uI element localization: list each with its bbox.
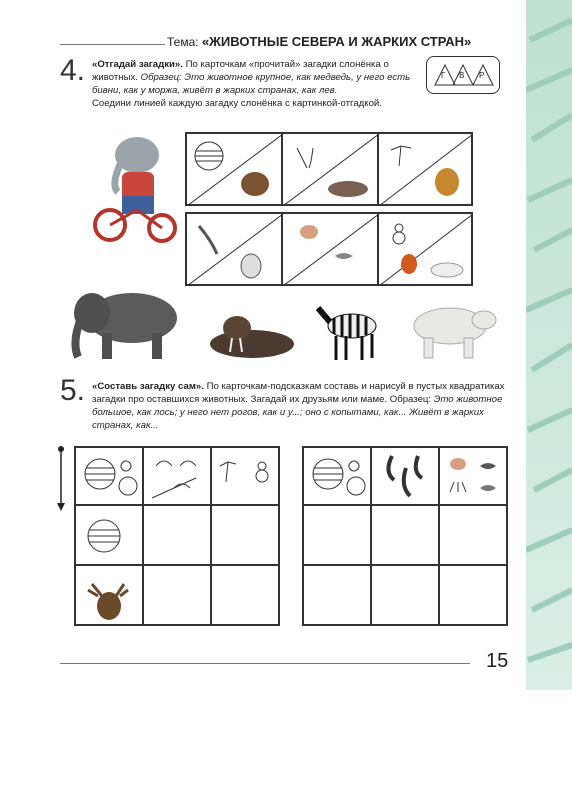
riddle-card <box>282 213 378 285</box>
hint-cards <box>426 56 500 94</box>
riddle-card <box>378 213 472 285</box>
walrus-icon <box>202 308 297 363</box>
arrow-down-icon <box>56 445 66 515</box>
page-number: 15 <box>486 650 509 672</box>
task4-text1: По карточкам «прочитай» загадки слонёнка о животных. <box>92 59 389 83</box>
grid-cell[interactable] <box>439 505 507 565</box>
task4-text2: Соедини линией каждую загадку слонёнка с картинкой-отгадкой. <box>92 98 382 109</box>
task5-italic: Это животное большое, как лось; у него нет рогов, как и у...; оно с копытами, как... Живёт в жарких странах, как... <box>92 394 503 431</box>
grid-cell[interactable] <box>371 447 439 505</box>
grid-cell[interactable] <box>75 565 143 625</box>
grid-cell[interactable] <box>143 565 211 625</box>
grid-cell[interactable] <box>143 505 211 565</box>
polar-bear-icon <box>402 298 498 362</box>
grid-cell[interactable] <box>211 565 279 625</box>
header-title: «ЖИВОТНЫЕ СЕВЕРА И ЖАРКИХ СТРАН» <box>201 34 472 49</box>
task5-number: 5. <box>60 374 86 407</box>
task5-bold: «Составь загадку сам». <box>92 381 204 392</box>
grid-cell[interactable] <box>303 565 371 625</box>
grid-cell[interactable] <box>143 447 211 505</box>
card-label: В <box>459 71 465 80</box>
riddle-grid-1 <box>185 132 473 206</box>
task4-bold: «Отгадай загадки». <box>92 59 183 70</box>
moose-icon <box>76 566 144 626</box>
grid-cell[interactable] <box>211 505 279 565</box>
grid-cell[interactable] <box>75 505 143 565</box>
riddle-card <box>378 133 472 205</box>
riddle-table-left <box>74 446 280 626</box>
grid-cell[interactable] <box>211 447 279 505</box>
riddle-card <box>282 133 378 205</box>
grid-cell[interactable] <box>371 505 439 565</box>
footer-rule <box>60 663 470 664</box>
grid-cell[interactable] <box>303 447 371 505</box>
zebra-icon <box>310 300 388 364</box>
header-prefix: Тема: <box>167 35 199 49</box>
elephant-on-bicycle-icon <box>92 130 182 245</box>
grid-cell[interactable] <box>303 505 371 565</box>
grid-cell[interactable] <box>439 447 507 505</box>
riddle-grid-2 <box>185 212 473 286</box>
task5-text <box>92 380 507 432</box>
grid-cell[interactable] <box>371 565 439 625</box>
decorative-stripe <box>526 0 572 690</box>
grid-cell[interactable] <box>439 565 507 625</box>
card-label: Р <box>479 71 485 80</box>
task4-number: 4. <box>60 54 86 87</box>
task5-text1: По карточкам-подсказкам составь и нарисуй в пустых квадратиках загадки про оставшихся животных. Загадай их друзьям или маме. Образец: <box>92 381 505 405</box>
card-label: Г <box>441 71 446 80</box>
riddle-card <box>186 133 282 205</box>
header-rule <box>60 44 165 45</box>
riddle-table-right <box>302 446 508 626</box>
page-header <box>167 34 471 49</box>
riddle-card <box>186 213 282 285</box>
task4-text <box>92 58 422 97</box>
task4-italic: Образец: Это животное крупное, как медведь, у него есть бивни, как у моржа, живёт в жарких странах, как лев. <box>92 72 411 96</box>
elephant-icon <box>62 283 184 363</box>
grid-cell[interactable] <box>75 447 143 505</box>
